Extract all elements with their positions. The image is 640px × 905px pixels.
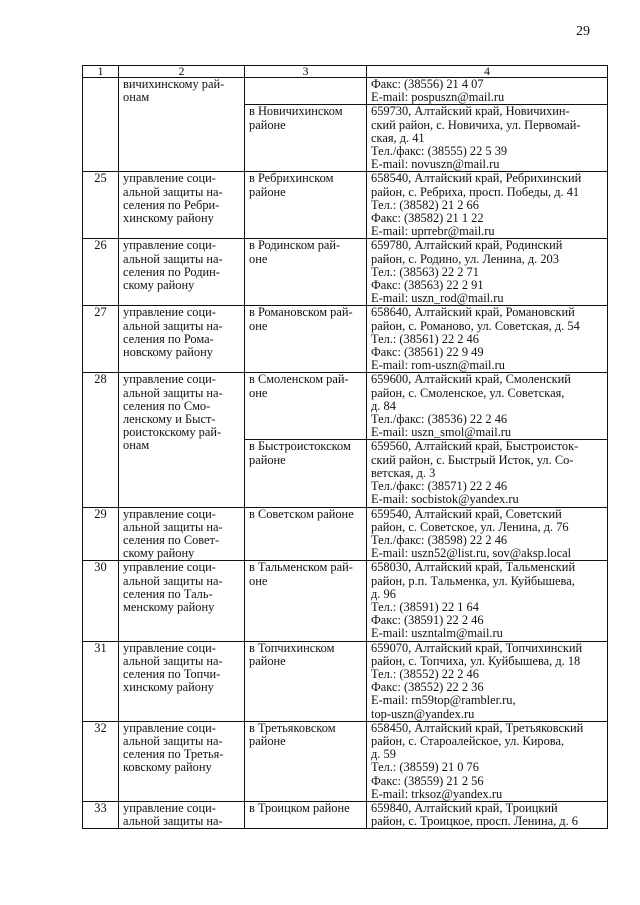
organization-line: альной защиты на-	[123, 519, 223, 534]
contact-line: ская, д. 41	[371, 130, 425, 145]
organization-line: новскому району	[123, 345, 213, 360]
organization-line: альной защиты на-	[123, 184, 223, 199]
header-row	[83, 66, 608, 78]
table-row	[83, 641, 608, 721]
contact-line: Тел./факс: (38555) 22 5 39	[371, 144, 508, 159]
organization-line: селения по Совет-	[123, 532, 220, 547]
table-body	[83, 66, 608, 829]
district-cell	[245, 721, 367, 801]
contact-line: 659070, Алтайский край, Топчихинский	[371, 640, 583, 655]
district-line: в Троицком районе	[249, 800, 350, 815]
contact-line: Тел./факс: (38571) 22 2 46	[371, 479, 508, 494]
row-number-cell: 25	[83, 172, 119, 239]
organization-line: хинскому району	[123, 680, 214, 695]
organization-line: скому району	[123, 278, 195, 293]
district-line: оне	[249, 385, 268, 400]
organization-line: менскому району	[123, 599, 215, 614]
organization-line: селения по Смо-	[123, 398, 211, 413]
row-number-cell: 29	[83, 507, 119, 561]
row-number-cell: 27	[83, 306, 119, 373]
contacts-cell	[367, 440, 608, 507]
organization-cell	[119, 373, 245, 507]
organization-line: управление соци-	[123, 800, 216, 815]
social-protection-table	[82, 65, 608, 829]
district-cell	[245, 440, 367, 507]
district-cell	[245, 801, 367, 828]
row-number-cell: 28	[83, 373, 119, 507]
contact-line: E-mail: rn59top@rambler.ru,	[371, 693, 516, 708]
organization-line: альной защиты на-	[123, 573, 223, 588]
contacts-cell	[367, 306, 608, 373]
contact-line: д. 96	[371, 586, 396, 601]
contact-line: ский район, с. Новичиха, ул. Первомай-	[371, 117, 581, 132]
contact-line: д. 59	[371, 747, 396, 762]
district-line: оне	[249, 318, 268, 333]
contact-line: район, с. Романово, ул. Советская, д. 54	[371, 318, 580, 333]
contacts-cell	[367, 373, 608, 440]
organization-line: селения по Топчи-	[123, 666, 221, 681]
district-line: в Романовском рай-	[249, 305, 353, 320]
header-cell-2: 2	[119, 66, 245, 78]
organization-cell	[119, 306, 245, 373]
contact-line: Тел./факс: (38598) 22 2 46	[371, 532, 508, 547]
header-cell-4: 4	[367, 66, 608, 78]
organization-line: управление соци-	[123, 506, 216, 521]
contact-line: E-mail: uszntalm@mail.ru	[371, 626, 503, 641]
district-line: в Новичихинском	[249, 104, 343, 119]
table-row	[83, 507, 608, 561]
contact-line: ский район, с. Быстрый Исток, ул. Со-	[371, 452, 574, 467]
header-cell-3: 3	[245, 66, 367, 78]
header-cell-1: 1	[83, 66, 119, 78]
organization-line: альной защиты на-	[123, 653, 223, 668]
organization-cell	[119, 801, 245, 828]
contact-line: район, с. Родино, ул. Ленина, д. 203	[371, 251, 559, 266]
contact-line: 659540, Алтайский край, Советский	[371, 506, 562, 521]
organization-line: управление соци-	[123, 171, 216, 186]
table-row	[83, 801, 608, 828]
contacts-cell	[367, 721, 608, 801]
organization-line: управление соци-	[123, 305, 216, 320]
contact-line: E-mail: pospuszn@mail.ru	[371, 90, 505, 105]
organization-line: селения по Рома-	[123, 331, 214, 346]
contact-line: район, с. Ребриха, просп. Победы, д. 41	[371, 184, 580, 199]
contact-line: 658450, Алтайский край, Третьяковский	[371, 720, 584, 735]
table-row	[83, 239, 608, 306]
district-line: в Смоленском рай-	[249, 372, 349, 387]
contact-line: E-mail: uszn52@list.ru, sov@aksp.local	[371, 546, 572, 561]
contact-line: Тел.: (38552) 22 2 46	[371, 666, 479, 681]
organization-line: ковскому району	[123, 760, 212, 775]
organization-cell	[119, 172, 245, 239]
contact-line: район, с. Троицкое, просп. Ленина, д. 6	[371, 814, 578, 829]
district-line: в Топчихинском	[249, 640, 335, 655]
contact-line: Факс: (38561) 22 9 49	[371, 345, 484, 360]
contact-line: E-mail: socbistok@yandex.ru	[371, 492, 519, 507]
contacts-cell	[367, 105, 608, 172]
contacts-cell	[367, 239, 608, 306]
organization-cell	[119, 507, 245, 561]
contact-line: Тел.: (38559) 21 0 76	[371, 760, 479, 775]
district-line: в Тальменском рай-	[249, 560, 353, 575]
contact-line: top-uszn@yandex.ru	[371, 706, 475, 721]
organization-line: селения по Третья-	[123, 747, 224, 762]
district-line: в Быстроистокском	[249, 439, 351, 454]
contact-line: E-mail: trksoz@yandex.ru	[371, 786, 503, 801]
contact-line: Факс: (38591) 22 2 46	[371, 613, 484, 628]
table-row	[83, 561, 608, 641]
contact-line: E-mail: rom-uszn@mail.ru	[371, 358, 505, 373]
table-row	[83, 306, 608, 373]
page-number: 29	[576, 24, 590, 39]
row-number-cell	[83, 78, 119, 172]
district-line: в Третьяковском	[249, 720, 336, 735]
district-cell	[245, 641, 367, 721]
contact-line: район, р.п. Тальменка, ул. Куйбышева,	[371, 573, 575, 588]
organization-line: онам	[123, 438, 150, 453]
organization-line: альной защиты на-	[123, 385, 223, 400]
organization-line: селения по Родин-	[123, 264, 220, 279]
district-line: оне	[249, 251, 268, 266]
contact-line: Факс: (38556) 21 4 07	[371, 77, 484, 91]
organization-line: управление соци-	[123, 372, 216, 387]
contact-line: Тел./факс: (38536) 22 2 46	[371, 412, 508, 427]
contact-line: E-mail: novuszn@mail.ru	[371, 157, 500, 172]
organization-line: хинскому району	[123, 211, 214, 226]
district-cell	[245, 172, 367, 239]
contact-line: E-mail: uszn_smol@mail.ru	[371, 425, 512, 440]
table-row	[83, 172, 608, 239]
contact-line: Тел.: (38563) 22 2 71	[371, 264, 479, 279]
contact-line: район, с. Топчиха, ул. Куйбышева, д. 18	[371, 653, 581, 668]
row-number-cell: 30	[83, 561, 119, 641]
district-cell	[245, 306, 367, 373]
district-line: районе	[249, 452, 286, 467]
contact-line: Тел.: (38591) 22 1 64	[371, 599, 479, 614]
organization-line: альной защиты на-	[123, 733, 223, 748]
organization-line: вичихинскому рай-	[123, 77, 225, 91]
row-number-cell: 33	[83, 801, 119, 828]
contact-line: Факс: (38582) 21 1 22	[371, 211, 484, 226]
organization-line: управление соци-	[123, 640, 216, 655]
contact-line: Факс: (38552) 22 2 36	[371, 680, 484, 695]
contact-line: Тел.: (38582) 21 2 66	[371, 197, 479, 212]
district-line: в Родинском рай-	[249, 238, 341, 253]
contact-line: E-mail: uprrebr@mail.ru	[371, 224, 495, 239]
contact-line: 658030, Алтайский край, Тальменский	[371, 560, 576, 575]
contact-line: Факс: (38563) 22 2 91	[371, 278, 484, 293]
organization-line: управление соци-	[123, 560, 216, 575]
contact-line: ветская, д. 3	[371, 465, 436, 480]
organization-cell	[119, 641, 245, 721]
organization-line: альной защиты на-	[123, 251, 223, 266]
organization-line: альной защиты на-	[123, 814, 223, 829]
district-line: в Ребрихинском	[249, 171, 334, 186]
organization-cell	[119, 721, 245, 801]
organization-line: селения по Ребри-	[123, 197, 220, 212]
district-cell	[245, 239, 367, 306]
table-row	[83, 373, 608, 440]
organization-line: ленскому и Быст-	[123, 412, 216, 427]
contact-line: 658640, Алтайский край, Романовский	[371, 305, 575, 320]
district-cell	[245, 105, 367, 172]
contacts-cell	[367, 641, 608, 721]
organization-cell	[119, 561, 245, 641]
contact-line: 659560, Алтайский край, Быстроисток-	[371, 439, 579, 454]
contacts-cell	[367, 801, 608, 828]
organization-line: управление соци-	[123, 238, 216, 253]
contacts-cell	[367, 507, 608, 561]
district-line: районе	[249, 184, 286, 199]
district-cell	[245, 561, 367, 641]
contacts-cell	[367, 561, 608, 641]
contact-line: д. 84	[371, 398, 396, 413]
contact-line: район, с. Смоленское, ул. Советская,	[371, 385, 565, 400]
district-cell	[245, 373, 367, 440]
district-cell	[245, 78, 367, 105]
contact-line: Факс: (38559) 21 2 56	[371, 773, 484, 788]
table-row	[83, 78, 608, 105]
contact-line: 659840, Алтайский край, Троицкий	[371, 800, 558, 815]
contact-line: E-mail: uszn_rod@mail.ru	[371, 291, 504, 306]
district-line: районе	[249, 117, 286, 132]
organization-line: онам	[123, 90, 150, 105]
district-line: оне	[249, 573, 268, 588]
district-cell	[245, 507, 367, 561]
contacts-cell	[367, 172, 608, 239]
row-number-cell: 32	[83, 721, 119, 801]
organization-cell	[119, 239, 245, 306]
contact-line: Тел.: (38561) 22 2 46	[371, 331, 479, 346]
organization-line: скому району	[123, 546, 195, 561]
contact-line: 659780, Алтайский край, Родинский	[371, 238, 563, 253]
table-row	[83, 721, 608, 801]
organization-line: роистокскому рай-	[123, 425, 222, 440]
district-line: районе	[249, 653, 286, 668]
contact-line: район, с. Староалейское, ул. Кирова,	[371, 733, 565, 748]
organization-line: селения по Таль-	[123, 586, 213, 601]
contact-line: 658540, Алтайский край, Ребрихинский	[371, 171, 582, 186]
district-line: районе	[249, 733, 286, 748]
organization-cell	[119, 78, 245, 172]
contact-line: 659600, Алтайский край, Смоленский	[371, 372, 571, 387]
row-number-cell: 26	[83, 239, 119, 306]
organization-line: управление соци-	[123, 720, 216, 735]
organization-line: альной защиты на-	[123, 318, 223, 333]
district-line: в Советском районе	[249, 506, 354, 521]
contacts-cell	[367, 78, 608, 105]
contact-line: 659730, Алтайский край, Новичихин-	[371, 104, 570, 119]
row-number-cell: 31	[83, 641, 119, 721]
contact-line: район, с. Советское, ул. Ленина, д. 76	[371, 519, 569, 534]
